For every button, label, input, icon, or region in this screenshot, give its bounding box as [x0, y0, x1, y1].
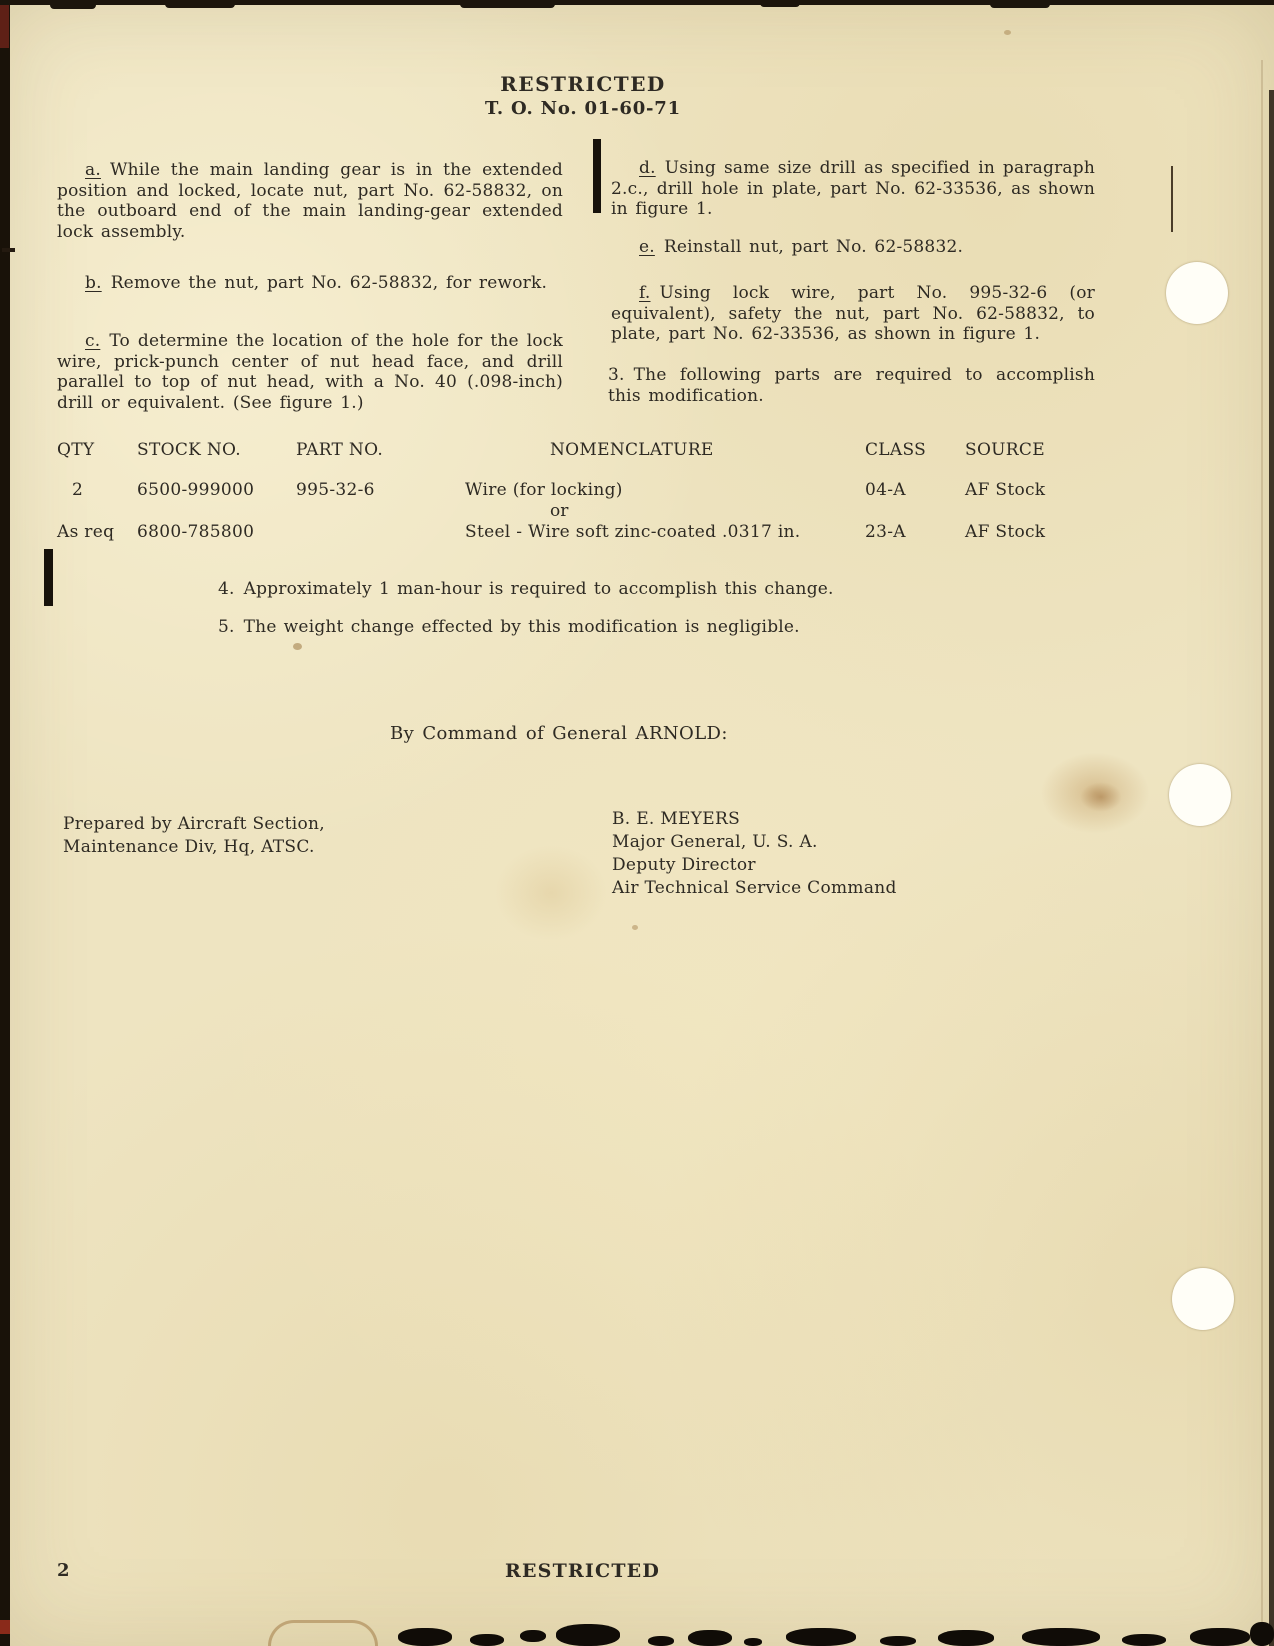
paragraph-a: [57, 160, 563, 242]
paragraph-label: a.: [85, 160, 101, 180]
scan-edge-right: [1269, 90, 1274, 1646]
paragraph-label: b.: [85, 273, 102, 293]
paragraph-text: Reinstall nut, part No. 62-58832.: [663, 237, 964, 257]
paragraph-4: [218, 579, 834, 599]
table-row: [57, 522, 1217, 542]
scan-artifact: [744, 1638, 762, 1646]
paragraph-label: 5.: [218, 617, 235, 637]
scan-artifact: [990, 0, 1050, 8]
scan-artifact: [786, 1628, 856, 1646]
scan-artifact: [2, 248, 15, 252]
scan-artifact: [648, 1636, 674, 1646]
scan-artifact: [1250, 1622, 1274, 1646]
page-number: 2: [57, 1560, 70, 1581]
cell-part: 995-32-6: [296, 480, 375, 500]
prepared-by-block: [63, 813, 325, 859]
scan-artifact: [1122, 1634, 1166, 1646]
paragraph-text: The weight change effected by this modification is negligible.: [243, 617, 800, 637]
paragraph-label: 3.: [608, 365, 625, 385]
paper-stain: [1080, 782, 1122, 812]
scan-artifact: [880, 1636, 916, 1646]
col-header-part: PART NO.: [296, 440, 384, 460]
scan-artifact: [398, 1628, 452, 1646]
paragraph-f: [611, 283, 1095, 345]
col-header-source: SOURCE: [965, 440, 1045, 460]
paragraph-label: c.: [85, 331, 101, 351]
table-row: [57, 480, 1217, 500]
cell-class: 04-A: [865, 480, 906, 500]
scan-artifact: [0, 1620, 10, 1634]
paragraph-3: [608, 365, 1095, 406]
change-bar: [44, 549, 53, 606]
punch-hole: [1169, 764, 1231, 826]
signature-block: [612, 808, 897, 900]
signatory-title: Deputy Director: [612, 855, 756, 875]
scan-artifact: [470, 1634, 504, 1646]
command-line: By Command of General ARNOLD:: [390, 723, 728, 744]
prepared-by-line: Prepared by Aircraft Section,: [63, 814, 325, 834]
cell-stock: 6800-785800: [137, 522, 255, 542]
cell-source: AF Stock: [965, 480, 1046, 500]
scan-artifact: [165, 0, 235, 8]
paper-speck: [293, 643, 302, 650]
scan-edge-left: [0, 0, 10, 1646]
paragraph-label: 4.: [218, 579, 235, 599]
signatory-org: Air Technical Service Command: [612, 878, 897, 898]
paragraph-e: [611, 237, 1095, 258]
technical-order-number: T. O. No. 01-60-71: [485, 98, 681, 119]
punch-hole: [1166, 262, 1228, 324]
paragraph-label: f.: [639, 283, 651, 303]
col-header-nomenclature: NOMENCLATURE: [550, 440, 714, 460]
paragraph-b: [57, 273, 563, 294]
prepared-by-line: Maintenance Div, Hq, ATSC.: [63, 837, 315, 857]
cell-qty: As req: [57, 522, 115, 542]
paragraph-text: The following parts are required to accomplish this modification.: [608, 365, 1095, 406]
scan-artifact: [460, 0, 555, 8]
paragraph-text: While the main landing gear is in the extended position and locked, locate nut, part No. 62-58832, on the outboard end of the main landing-gear extended lock assembly.: [57, 160, 563, 242]
pen-mark: [1171, 166, 1173, 232]
paragraph-text: Using same size drill as specified in paragraph 2.c., drill hole in plate, part No. 62-33536, as shown in figure 1.: [611, 158, 1095, 219]
paragraph-text: Approximately 1 man-hour is required to accomplish this change.: [243, 579, 834, 599]
scan-artifact: [520, 1630, 546, 1642]
paragraph-text: Using lock wire, part No. 995-32-6 (or equivalent), safety the nut, part No. 62-58832, to plate, part No. 62-33536, as shown in figure 1.: [611, 283, 1095, 344]
paper-speck: [632, 925, 638, 930]
scan-artifact: [688, 1630, 732, 1646]
cell-part: [296, 522, 465, 542]
col-header-stock: STOCK NO.: [137, 440, 241, 460]
paper-crease: [1261, 60, 1263, 1646]
paragraph-text: To determine the location of the hole for the lock wire, prick-punch center of nut head face, and drill parallel to top of nut head, with a No. 40 (.098-inch) drill or equivalent. (See figure 1.): [57, 331, 563, 413]
paragraph-label: d.: [639, 158, 656, 178]
cell-source: AF Stock: [965, 522, 1046, 542]
classification-banner: RESTRICTED: [500, 72, 666, 96]
scan-artifact: [938, 1630, 994, 1646]
cell-class: 23-A: [865, 522, 906, 542]
cell-nomenclature: Steel - Wire soft zinc-coated .0317 in.: [465, 522, 801, 542]
scan-artifact: [1022, 1628, 1100, 1646]
scan-artifact: [50, 0, 96, 9]
punch-hole: [1172, 1268, 1234, 1330]
paragraph-text: Remove the nut, part No. 62-58832, for rework.: [110, 273, 548, 293]
page-header: [433, 72, 733, 119]
paragraph-label: e.: [639, 237, 655, 257]
scan-artifact: [556, 1624, 620, 1646]
parts-table-header: [57, 440, 1217, 460]
cell-stock: 6500-999000: [137, 480, 255, 500]
signatory-rank: Major General, U. S. A.: [612, 832, 818, 852]
cell-nomenclature: Wire (for locking): [465, 480, 623, 500]
scan-artifact: [0, 0, 9, 48]
signatory-name: B. E. MEYERS: [612, 809, 741, 829]
paper-speck: [1004, 30, 1011, 35]
scan-artifact: [268, 1620, 378, 1646]
cell-qty: 2: [72, 480, 84, 500]
col-header-qty: QTY: [57, 440, 95, 460]
scan-artifact: [760, 0, 800, 7]
table-or-separator: or: [550, 501, 569, 521]
paragraph-d: [611, 158, 1095, 220]
scan-artifact: [1190, 1628, 1250, 1646]
col-header-class: CLASS: [865, 440, 927, 460]
paragraph-5: [218, 617, 800, 637]
change-bar: [593, 139, 601, 213]
paragraph-c: [57, 331, 563, 413]
paper-stain: [495, 845, 607, 941]
footer-classification: RESTRICTED: [505, 1560, 661, 1582]
